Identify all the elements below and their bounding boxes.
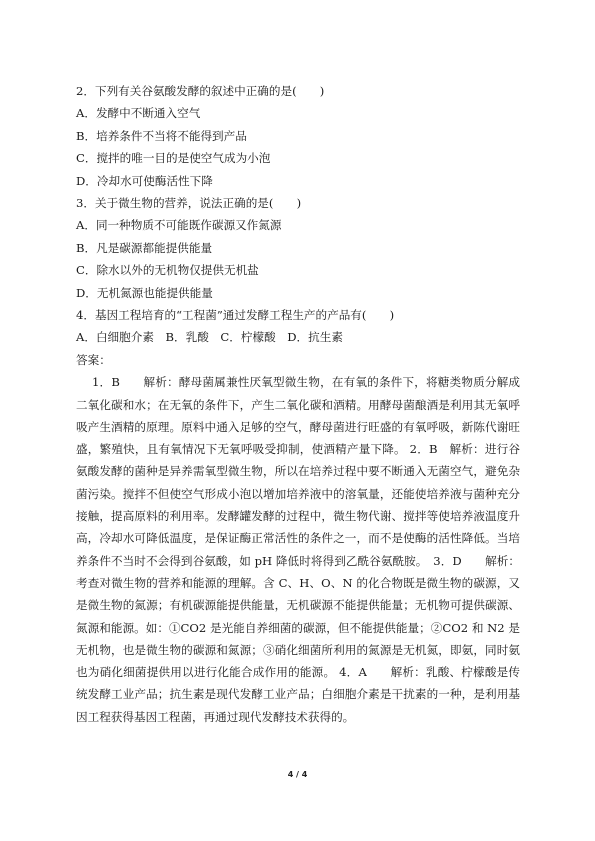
option-a: A．同一种物质不可能既作碳源又作氮源: [76, 218, 282, 233]
document-body: [76, 80, 520, 728]
option-b: B．凡是碳源都能提供能量: [76, 240, 213, 255]
option-d: D．冷却水可使酶活性下降: [76, 173, 213, 188]
page-number: 4 / 4: [287, 770, 308, 779]
option-d: D．无机氮源也能提供能量: [76, 285, 213, 300]
question-stem: 3．关于微生物的营养，说法正确的是( ): [76, 196, 302, 211]
option-c: C．搅拌的唯一目的是使空气成为小泡: [76, 151, 271, 166]
answer-explanation: 1．B 解析：酵母菌属兼性厌氧型微生物，在有氧的条件下，将糖类物质分解成二氧化碳和水；在无氧的条件下，产生二氧化碳和酒精。用酵母菌酿酒是利用其无氧呼吸产生酒精的原理。原料中通入足够的空气，酵母菌进行旺盛的有氧呼吸，新陈代谢旺盛，繁殖快，且有氧情况下无氧呼吸受抑制，使酒精产量下降。 2．B 解析：进行谷氨酸发酵的菌种是异养需氧型微生物，所以在培养过程中要不断通入无菌空气，避免杂菌污染。搅拌不但使空气形成小泡以增加培养液中的溶氧量，还能使培养液与菌种充分接触，提高原料的利用率。发酵罐发酵的过程中，微生物代谢、搅拌等使培养液温度升高，冷却水可降低温度，是保证酶正常活性的条件之一，而不是使酶的活性降低。当培养条件不当时不会得到谷氨酸，如 pH 降低时将得到乙酰谷氨酰胺。 3．D 解析：考查对微生物的营养和能源的理解。含 C、H、O、N 的化合物既是微生物的碳源，又是微生物的氮源；有机碳源能提供能量，无机碳源不能提供能量；无机物可提供碳源、氮源和能源。如：①CO2 是光能自养细菌的碳源，但不能提供能量；②CO2 和 N2 是无机物，也是微生物的碳源和氮源；③硝化细菌所利用的氮源是无机氮，即氨，同时氨也为硝化细菌提供用以进行化能合成作用的能源。 4．A 解析：乳酸、柠檬酸是传统发酵工业产品；抗生素是现代发酵工业产品；白细胞介素是干扰素的一种，是利用基因工程获得基因工程菌，再通过现代发酵技术获得的。: [76, 375, 520, 724]
option-b: B．培养条件不当将不能得到产品: [76, 128, 247, 143]
question-stem: 2．下列有关谷氨酸发酵的叙述中正确的是( ): [76, 84, 325, 98]
options-row: A．白细胞介素 B．乳酸 C．柠檬酸 D．抗生素: [76, 330, 343, 345]
question-2: [76, 80, 520, 192]
question-3: [76, 192, 520, 304]
option-a: A．发酵中不断通入空气: [76, 106, 201, 121]
question-4: [76, 304, 520, 349]
answer-heading: 答案：: [76, 352, 111, 367]
option-c: C．除水以外的无机物仅提供无机盐: [76, 263, 259, 278]
question-stem: 4．基因工程培育的“工程菌”通过发酵工程生产的产品有( ): [76, 308, 395, 323]
